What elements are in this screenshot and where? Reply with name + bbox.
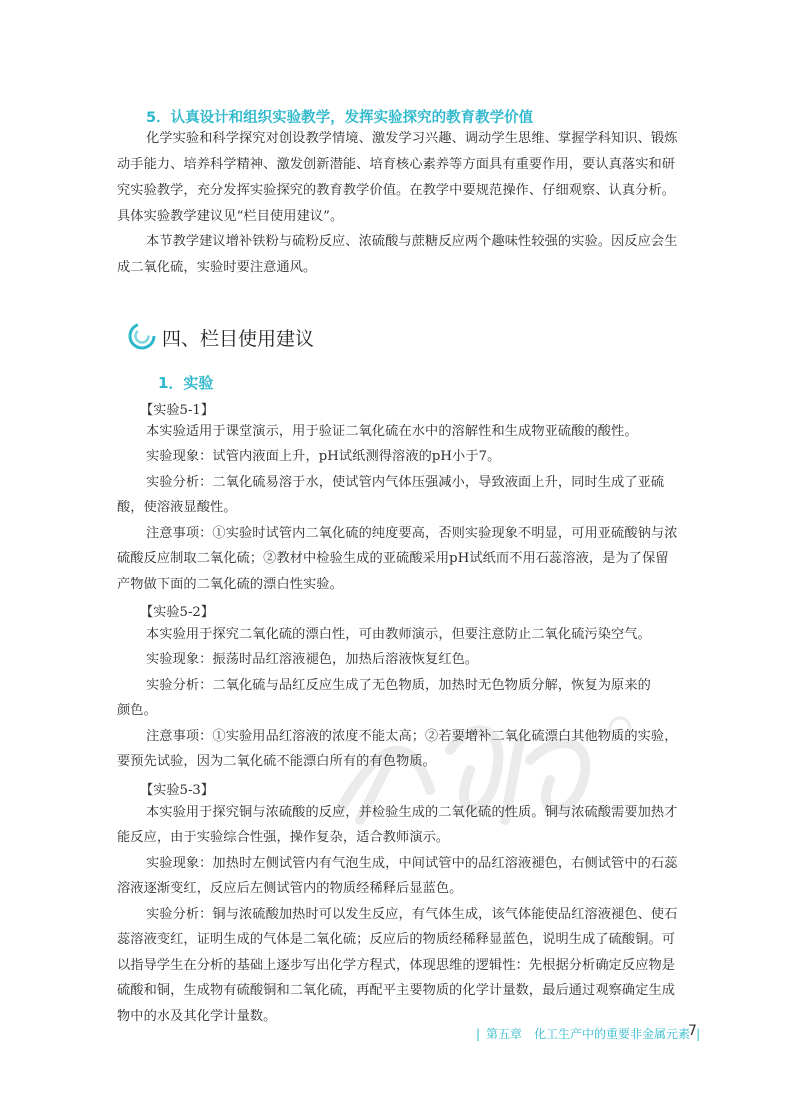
exp3-line-5: 实验分析：铜与浓硫酸加热时可以发生反应，有气体生成，该气体能使品红溶液褪色、使石 [146,907,678,922]
section-title: 四、栏目使用建议 [162,328,315,350]
exp3-line-8: 硫酸和铜，生成物有硫酸铜和二氧化硫，再配平主要物质的化学计量数，最后通过观察确定生成 [117,983,676,998]
subheading-experiment: 1．实验 [158,374,214,392]
exp-5-3-label: 【实验5-3】 [140,783,214,798]
exp3-line-6: 蕊溶液变红，证明生成的气体是二氧化硫；反应后的物质经稀释显蓝色，说明生成了硫酸铜。可 [117,932,676,947]
footer-chapter-title: 第五章 化工生产中的重要非金属元素 [486,1027,691,1041]
exp1-line-6: 硫酸反应制取二氧化硫；②教材中检验生成的亚硫酸采用pH试纸而不用石蕊溶液，是为了保留 [117,551,669,566]
exp2-line-4: 颜色。 [117,703,157,718]
heading-5: 5．认真设计和组织实验教学，发挥实验探究的教育教学价值 [146,110,534,126]
exp1-line-3: 实验分析：二氧化硫易溶于水，使试管内气体压强减小，导致液面上升，同时生成了亚硫 [146,475,665,490]
footer-divider-right: | [696,1027,701,1041]
exp3-line-9: 物中的水及其化学计量数。 [117,1009,277,1024]
exp2-line-5: 注意事项：①实验用品红溶液的浓度不能太高；②若要增补二氧化硫漂白其他物质的实验， [146,729,678,744]
exp-5-2-label: 【实验5-2】 [140,605,214,620]
para1-line-3: 究实验教学，充分发挥实验探究的教育教学价值。在教学中要规范操作、仔细观察、认真分析。 [117,183,676,198]
para1-line-1: 化学实验和科学探究对创设教学情境、激发学习兴趣、调动学生思维、掌握学科知识、锻炼 [146,131,678,146]
exp1-line-7: 产物做下面的二氧化硫的漂白性实验。 [117,577,343,592]
exp3-line-2: 能反应，由于实验综合性强，操作复杂，适合教师演示。 [117,830,450,845]
para2-line-2: 成二氧化硫，实验时要注意通风。 [117,260,317,275]
exp1-line-2: 实验现象：试管内液面上升，pH试纸测得溶液的pH小于7。 [146,449,501,464]
para2-line-1: 本节教学建议增补铁粉与硫粉反应、浓硫酸与蔗糖反应两个趣味性较强的实验。因反应会生 [146,234,678,249]
exp1-line-4: 酸，使溶液显酸性。 [117,500,237,515]
para1-line-4: 具体实验教学建议见“栏目使用建议”。 [117,209,344,224]
exp3-line-4: 溶液逐渐变红，反应后左侧试管内的物质经稀释后显蓝色。 [117,881,463,896]
running-footer [470,1025,706,1045]
exp1-line-1: 本实验适用于课堂演示，用于验证二氧化硫在水中的溶解性和生成物亚硫酸的酸性。 [146,424,638,439]
para1-line-2: 动手能力、培养科学精神、激发创新潜能、培育核心素养等方面具有重要作用，要认真落实和研 [117,157,676,172]
exp3-line-7: 以指导学生在分析的基础上逐步写出化学方程式，体现思维的逻辑性：先根据分析确定反应物是 [117,958,676,973]
exp2-line-2: 实验现象：振荡时品红溶液褪色，加热后溶液恢复红色。 [146,652,479,667]
exp1-line-5: 注意事项：①实验时试管内二氧化硫的纯度要高，否则实验现象不明显，可用亚硫酸钠与浓 [146,526,678,541]
exp3-line-3: 实验现象：加热时左侧试管内有气泡生成，中间试管中的品红溶液褪色，右侧试管中的石蕊 [146,856,678,871]
exp3-line-1: 本实验用于探究铜与浓硫酸的反应，并检验生成的二氧化硫的性质。铜与浓硫酸需要加热才 [146,805,678,820]
exp-5-1-label: 【实验5-1】 [140,403,214,418]
exp2-line-6: 要预先试验，因为二氧化硫不能漂白所有的有色物质。 [117,754,436,769]
page-number: 7 [688,1023,697,1039]
exp2-line-3: 实验分析：二氧化硫与品红反应生成了无色物质，加热时无色物质分解，恢复为原来的 [146,678,651,693]
footer-divider-left: | [476,1027,481,1041]
swirl-icon [128,322,156,350]
exp2-line-1: 本实验用于探究二氧化硫的漂白性，可由教师演示，但要注意防止二氧化硫污染空气。 [146,627,651,642]
